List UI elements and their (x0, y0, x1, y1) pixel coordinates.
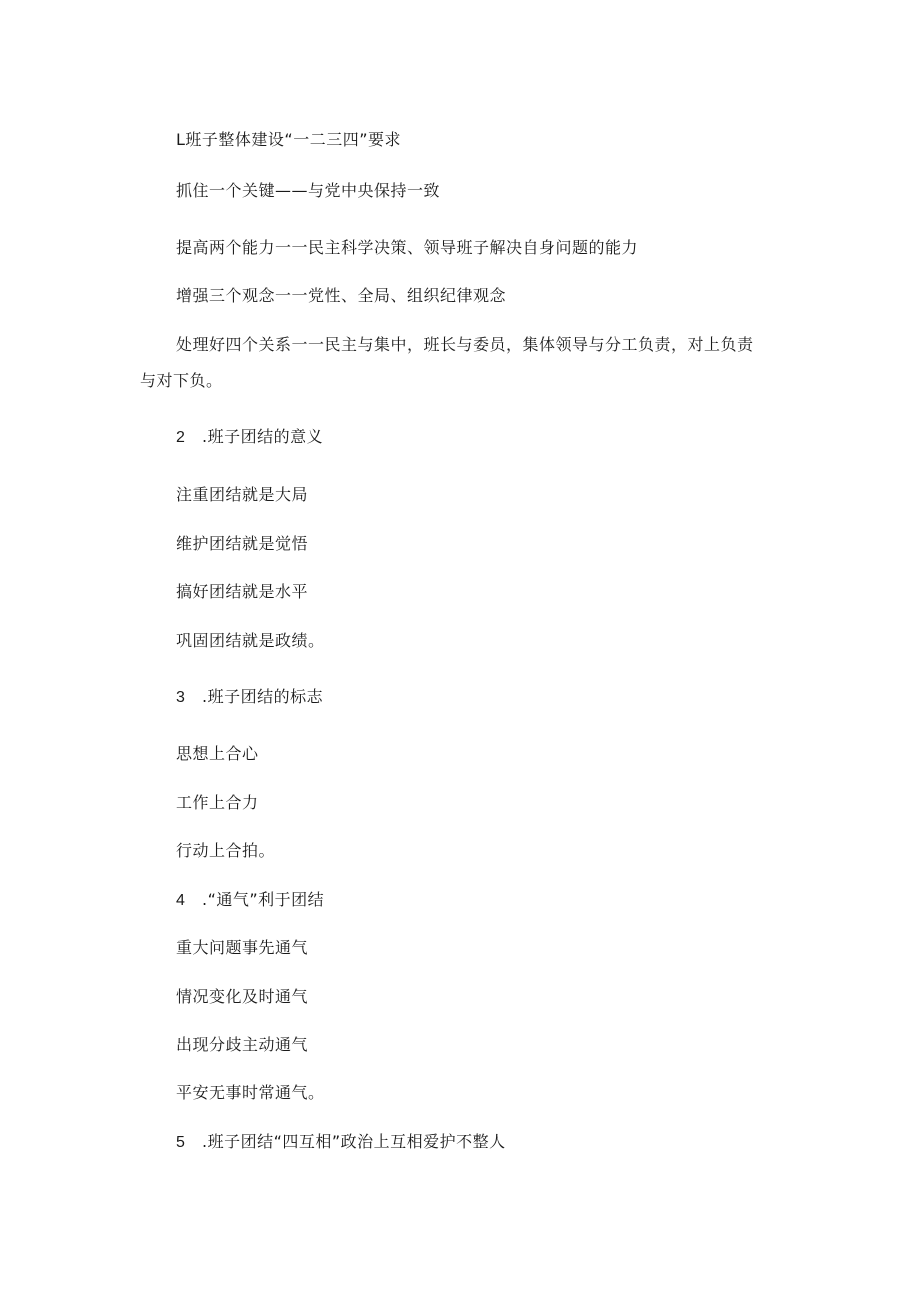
list-item: 出现分歧主动通气 (176, 1035, 309, 1054)
section-number: 2 (176, 429, 186, 446)
section-number: 3 (176, 689, 186, 706)
list-item: 平安无事时常通气。 (176, 1083, 325, 1102)
list-item: 巩固团结就是政绩。 (176, 631, 325, 650)
section-heading-2 (176, 426, 323, 449)
list-item: 行动上合拍。 (176, 841, 276, 860)
section-heading-5 (176, 1131, 506, 1154)
section-title: .班子团结的标志 (202, 687, 324, 706)
section-number: 5 (176, 1134, 186, 1151)
section-title: .班子团结的意义 (202, 427, 324, 446)
section-heading-3 (176, 686, 323, 709)
list-item: 工作上合力 (176, 793, 259, 812)
paragraph-5-line-1: 处理好四个关系一一民主与集中，班长与委员，集体领导与分工负责，对上负责 (176, 335, 754, 354)
list-item: 维护团结就是觉悟 (176, 534, 309, 553)
list-item: 注重团结就是大局 (176, 485, 309, 504)
paragraph-3: 提高两个能力一一民主科学决策、领导班子解决自身问题的能力 (176, 238, 639, 257)
section-title: .“通气”利于团结 (202, 890, 325, 909)
paragraph-5-line-2: 与对下负。 (140, 371, 223, 390)
list-item: 情况变化及时通气 (176, 987, 309, 1006)
section-number: 4 (176, 892, 186, 909)
list-item: 思想上合心 (176, 744, 259, 763)
paragraph-2: 抓住一个关键——与党中央保持一致 (176, 181, 441, 200)
paragraph-4: 增强三个观念一一党性、全局、组织纪律观念 (176, 286, 507, 305)
list-item: 重大问题事先通气 (176, 938, 309, 957)
paragraph-1: L班子整体建设“一二三四”要求 (176, 130, 401, 149)
section-heading-4 (176, 889, 324, 912)
section-title: .班子团结“四互相”政治上互相爱护不整人 (202, 1132, 506, 1151)
list-item: 搞好团结就是水平 (176, 582, 309, 601)
